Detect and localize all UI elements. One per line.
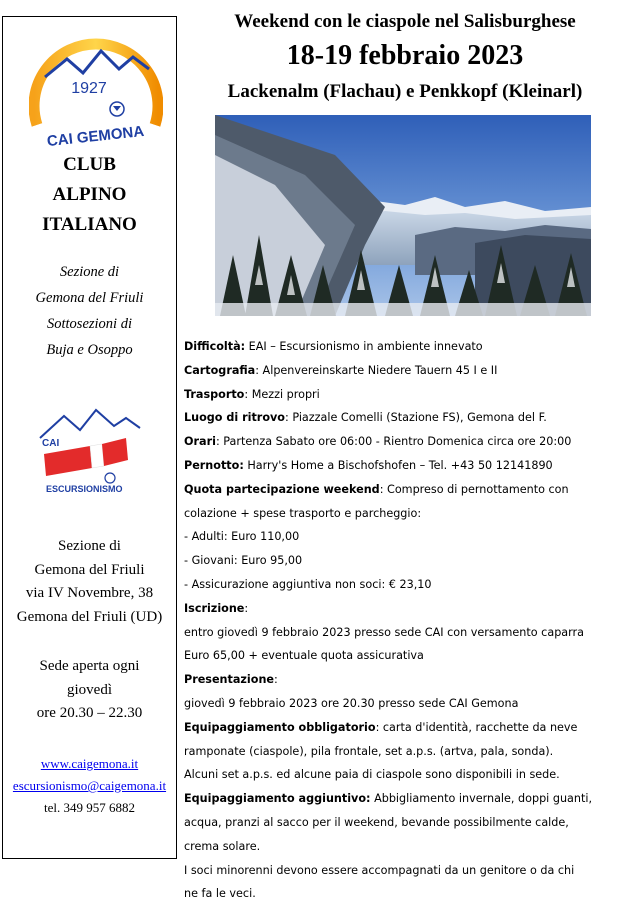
opening-hours: Sede aperta ogni giovedì ore 20.30 – 22.30 [36, 658, 143, 721]
quota-adulti: - Adulti: Euro 110,00 [184, 530, 300, 544]
quota-giovani: - Giovani: Euro 95,00 [184, 554, 303, 568]
email-link[interactable]: escursionismo@caigemona.it [12, 778, 167, 793]
trasporto-row: Trasporto: Mezzi propri [184, 387, 320, 401]
presentazione-row: Presentazione: [184, 673, 278, 687]
event-title: Weekend con le ciaspole nel Salisburghese [234, 11, 576, 32]
cai-emblem-icon [110, 102, 124, 116]
aggiuntivo-text-2: acqua, pranzi al sacco per il weekend, bevande possibilmente calde, [184, 815, 569, 829]
website-link[interactable]: www.caigemona.it [40, 756, 139, 771]
aggiuntivo-text-3: crema solare. [184, 839, 261, 853]
cai-gemona-logo [29, 25, 163, 153]
logo-year: 1927 [71, 80, 107, 97]
presentazione-text: giovedì 9 febbraio 2023 ore 20.30 presso sede CAI Gemona [184, 696, 519, 710]
iscrizione-text-2: Euro 65,00 + eventuale quota assicurativa [184, 649, 424, 663]
minori-text-1: I soci minorenni devono essere accompagnati da un genitore o da chi [184, 863, 575, 877]
winter-landscape-photo [215, 115, 591, 316]
obbligatorio-row: Equipaggiamento obbligatorio: carta d'identità, racchette da neve [184, 720, 578, 734]
section-info: Sezione di Gemona del Friuli Sottosezioni di Buja e Osoppo [35, 264, 144, 358]
quota-assicurazione: - Assicurazione aggiuntiva non soci: € 23,10 [184, 577, 432, 591]
logo-name: CAI GEMONA [46, 122, 145, 151]
minori-text-2: ne fa le veci. [184, 887, 256, 901]
svg-text:CAI: CAI [42, 438, 60, 449]
iscrizione-row: Iscrizione: [184, 601, 249, 615]
event-date: 18-19 febbraio 2023 [286, 40, 524, 71]
difficolta-row: Difficoltà: EAI – Escursionismo in ambiente innevato [184, 340, 483, 353]
svg-text:ESCURSIONISMO: ESCURSIONISMO [46, 484, 123, 494]
cartografia-row: Cartografia: Alpenvereinskarte Niedere Tauern 45 I e II [184, 363, 498, 377]
section-address: Sezione di Gemona del Friuli via IV Novembre, 38 Gemona del Friuli (UD) [16, 538, 163, 625]
quota-row-2: colazione + spese trasporto e parcheggio: [184, 506, 422, 520]
cai-escursionismo-logo [30, 404, 146, 502]
sidebar [2, 16, 177, 859]
pernotto-row: Pernotto: Harry's Home a Bischofshofen – Tel. +43 50 12141890 [184, 458, 553, 472]
contacts [3, 753, 176, 819]
obbligatorio-text-2: ramponate (ciaspole), pila frontale, set a.p.s. (artva, pala, sonda). [184, 744, 554, 758]
event-location: Lackenalm (Flachau) e Penkkopf (Kleinarl) [227, 81, 583, 102]
ritrovo-row: Luogo di ritrovo: Piazzale Comelli (Stazione FS), Gemona del F. [184, 411, 547, 425]
quota-row: Quota partecipazione weekend: Compreso di pernottamento con [184, 482, 569, 496]
orari-row: Orari: Partenza Sabato ore 06:00 - Rientro Domenica circa ore 20:00 [184, 435, 572, 449]
phone-number: tel. 349 957 6882 [44, 800, 135, 815]
event-details [184, 335, 614, 906]
iscrizione-text-1: entro giovedì 9 febbraio 2023 presso sede CAI con versamento caparra [184, 625, 585, 639]
obbligatorio-text-3: Alcuni set a.p.s. ed alcune paia di ciaspole sono disponibili in sede. [184, 768, 560, 782]
club-name: CLUB ALPINO ITALIANO [42, 154, 137, 235]
aggiuntivo-row: Equipaggiamento aggiuntivo: Abbigliamento invernale, doppi guanti, [184, 792, 593, 806]
